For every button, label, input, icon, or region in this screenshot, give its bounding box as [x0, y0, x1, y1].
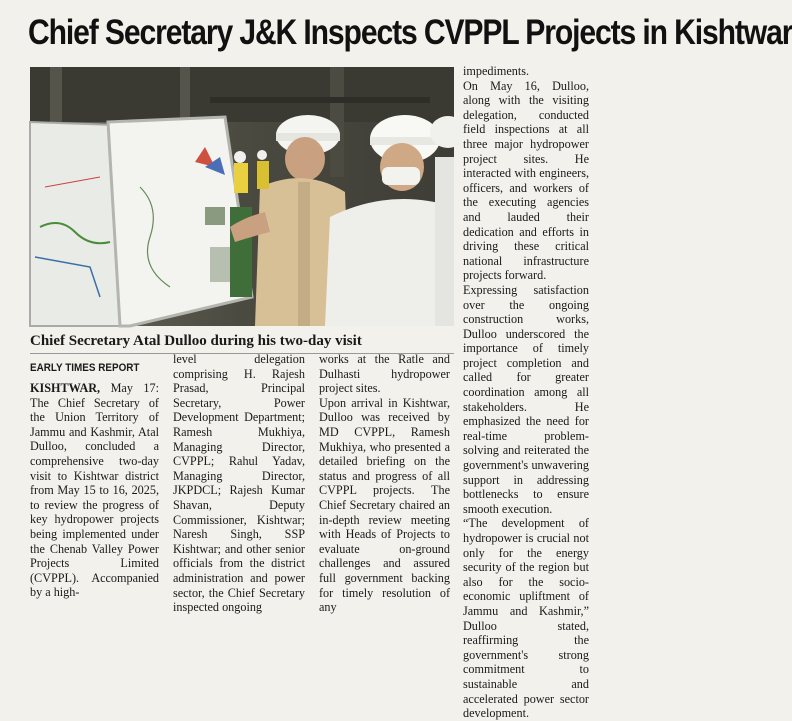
byline: EARLY TIMES REPORT: [30, 362, 140, 374]
column-3: [319, 352, 450, 615]
column-4: [463, 64, 589, 721]
photo-caption: Chief Secretary Atal Dulloo during his two-day visit: [30, 333, 362, 349]
column-2-text: level delegation comprising H. Rajesh Prasad, Principal Secretary, Power Development Department; Ramesh Mukhiya, Managing Director, CVPPL; Rahul Yadav, Managing Director, JKPDCL; Rajesh Kumar Shavan, Deputy Commissioner, Kishtwar; Naresh Singh, SSP Kishtwar; and other senior officials from the district administration and power sector, the Chief Secretary inspected ongoing: [173, 352, 305, 615]
dateline: KISHTWAR,: [30, 381, 101, 395]
column-4-paragraph-2: On May 16, Dulloo, along with the visiting delegation, conducted field inspections at all three major hydropower project sites. He interacted with engineers, officers, and workers of the executing agencies and lauded their dedication and efforts in driving these critical national infrastructure projects forward.: [463, 78, 589, 283]
article-photo: [30, 67, 454, 326]
column-4-paragraph-4: “The development of hydropower is crucial not only for the energy security of the region but also for the socio-economic upliftment of Jammu and Kashmir,” Dulloo stated, reaffirming the government's strong commitment to sustainable and accelerated power sector development.: [463, 516, 589, 721]
column-2: [173, 352, 305, 615]
column-4-paragraph-3: Expressing satisfaction over the ongoing construction works, Dulloo underscored the importance of timely project completion and called for greater coordination among all stakeholders. He emphasized the need for real-time problem-solving and reiterated the government's unwavering support in addressing bottlenecks to ensure smooth execution.: [463, 282, 589, 516]
column-3-paragraph-1: works at the Ratle and Dulhasti hydropower project sites.: [319, 352, 450, 396]
column-3-paragraph-2: Upon arrival in Kishtwar, Dulloo was received by MD CVPPL, Ramesh Mukhiya, who presented a detailed briefing on the status and progress of all CVPPL projects. The Chief Secretary chaired an in-depth review meeting with Heads of Projects to evaluate on-ground challenges and assured full government backing for timely resolution of any: [319, 395, 450, 615]
column-1-text: May 17: The Chief Secretary of the Union Territory of Jammu and Kashmir, Atal Dulloo, concluded a comprehensive two-day visit to Kishtwar district from May 15 to 16, 2025, to review the progress of key hydropower projects being implemented under the Chenab Valley Power Projects Limited (CVPPL). Accompanied by a high-: [30, 381, 159, 600]
headline: Chief Secretary J&K Inspects CVPPL Projects in Kishtwar: [28, 13, 792, 52]
column-4-paragraph-1: impediments.: [463, 64, 530, 78]
column-1: [30, 381, 159, 600]
